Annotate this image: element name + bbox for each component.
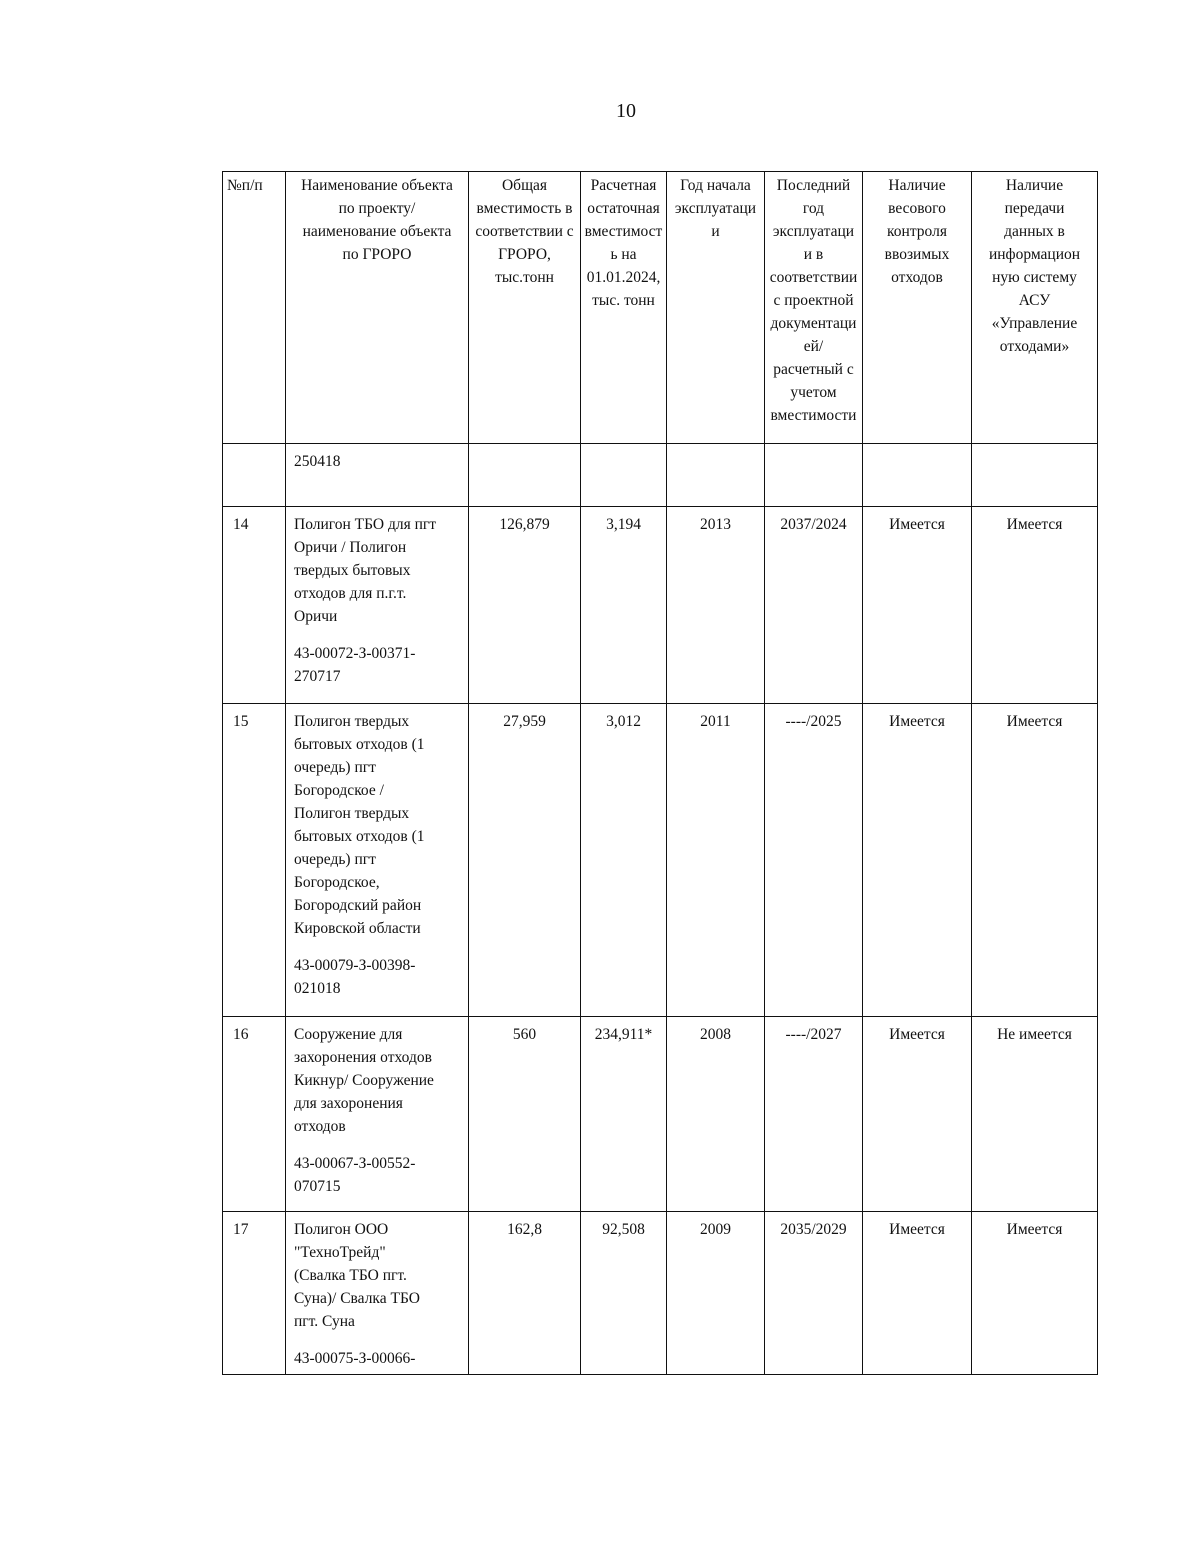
header-line: соответствии [769,269,858,286]
object-name-line: Оричи [294,608,338,625]
header-line: информацион [988,246,1081,263]
object-code-line: 270717 [294,668,341,685]
object-name-line: очередь) пгт [294,759,376,776]
header-cell-residual [581,172,667,444]
capacity-value: 27,959 [503,713,546,730]
landfill-table [222,171,1098,1375]
asu-transfer-cell [972,704,1098,1017]
start-year-value: 2008 [700,1026,731,1043]
header-line: Общая [501,177,548,194]
header-line: Последний [776,177,851,194]
last-year-value: 2037/2024 [780,516,847,533]
header-line: тыс. тонн [592,292,655,309]
header-line: №п/п [227,177,263,194]
header-line: Расчетная [590,177,657,194]
row-number: 16 [223,1017,286,1212]
table-cell [223,444,286,507]
table-row [223,1212,1098,1375]
header-line: и [711,223,720,240]
residual-value: 3,012 [606,713,641,730]
object-name-line: Оричи / Полигон [294,539,407,556]
header-cell-capacity [469,172,581,444]
table-row [223,1017,1098,1212]
start-year-value: 2009 [700,1221,731,1238]
header-line: по проекту/ [338,200,416,217]
last-year-cell [765,704,863,1017]
residual-cell [581,507,667,704]
header-line: ГРОРО, [498,246,551,263]
header-line: наименование объекта [302,223,452,240]
start-year-cell [667,704,765,1017]
asu-transfer-value: Имеется [1006,713,1063,730]
header-line: документаци [770,315,857,332]
row-number: 14 [223,507,286,704]
object-name-line: Богородское / [294,782,384,799]
object-name-cell [286,1212,469,1375]
object-name-line: Полигон ООО [294,1221,389,1238]
last-year-value: ----/2025 [785,713,842,730]
header-cell-weight-control [863,172,972,444]
table-cell [581,444,667,507]
weight-control-cell [863,1017,972,1212]
object-name-line: очередь) пгт [294,851,376,868]
capacity-cell [469,1212,581,1375]
header-line: контроля [887,223,947,240]
header-cell-asu-transfer [972,172,1098,444]
start-year-value: 2013 [700,516,731,533]
capacity-cell [469,507,581,704]
object-name-cell [286,704,469,1017]
residual-value: 92,508 [602,1221,645,1238]
object-name-line: (Свалка ТБО пгт. [294,1267,407,1284]
header-line: ввозимых [884,246,950,263]
weight-control-cell [863,704,972,1017]
object-code-line: 43-00079-З-00398- [294,957,416,974]
header-line: и в [803,246,824,263]
header-cell-number [223,172,286,444]
header-line: тыс.тонн [495,269,554,286]
object-name-line: бытовых отходов (1 [294,736,425,753]
object-name-line: Полигон твердых [294,805,410,822]
residual-value: 234,911* [594,1026,653,1043]
header-row [223,172,1098,444]
page-number: 10 [616,100,636,122]
last-year-cell [765,1017,863,1212]
header-line: вместимости [770,407,857,424]
header-line: Наличие [1005,177,1064,194]
header-line: данных в [1004,223,1065,240]
header-line: весового [888,200,946,217]
table-row [223,704,1098,1017]
object-name-line: отходов для п.г.т. [294,585,407,602]
weight-control-cell [863,1212,972,1375]
asu-transfer-cell [972,1212,1098,1375]
header-line: Год начала [680,177,751,194]
table-cell [972,444,1098,507]
object-name-line: Суна)/ Свалка ТБО [294,1290,420,1307]
weight-control-value: Имеется [889,1026,945,1043]
header-line: АСУ [1018,292,1051,309]
object-code-line: 43-00067-З-00552- [294,1155,416,1172]
object-name-line: пгт. Суна [294,1313,355,1330]
last-year-value: ----/2027 [785,1026,842,1043]
header-line: год [802,200,825,217]
continuation-row [223,444,1098,507]
header-cell-name [286,172,469,444]
start-year-cell [667,1017,765,1212]
table-cell [863,444,972,507]
object-code-line: 43-00075-З-00066- [294,1350,416,1367]
object-name-line: твердых бытовых [294,562,411,579]
header-line: Наличие [888,177,946,194]
capacity-value: 126,879 [499,516,550,533]
asu-transfer-value: Не имеется [997,1026,1072,1043]
capacity-cell [469,704,581,1017]
object-code-line: 021018 [294,980,341,997]
header-line: ей/ [803,338,824,355]
table-cell [667,444,765,507]
object-name-line: для захоронения [294,1095,403,1112]
asu-transfer-cell [972,507,1098,704]
start-year-value: 2011 [700,713,731,730]
header-line: эксплуатаци [772,223,855,240]
header-line: отходами» [999,338,1070,355]
header-line: соответствии с [475,223,574,240]
object-name-line: Богородский район [294,897,422,914]
header-line: 01.01.2024, [586,269,661,286]
header-line: по ГРОРО [342,246,412,263]
header-line: с проектной [773,292,854,309]
capacity-value: 560 [512,1026,537,1043]
residual-value: 3,194 [606,516,641,533]
header-line: Наименование объекта [301,177,453,194]
row-number: 17 [223,1212,286,1375]
header-line: учетом [790,384,837,401]
object-name-line: Богородское, [294,874,380,891]
header-cell-last-year [765,172,863,444]
object-name-cell [286,1017,469,1212]
header-line: «Управление [991,315,1078,332]
weight-control-value: Имеется [889,516,945,533]
header-line: эксплуатаци [674,200,757,217]
table-cell [469,444,581,507]
table-cell [765,444,863,507]
residual-cell [581,1212,667,1375]
object-name-line: "ТехноТрейд" [294,1244,386,1261]
asu-transfer-value: Имеется [1006,1221,1063,1238]
object-code-line: 43-00072-З-00371- [294,645,416,662]
header-line: остаточная [587,200,660,217]
residual-cell [581,1017,667,1212]
table-cell [286,444,469,507]
row-number: 15 [223,704,286,1017]
asu-transfer-cell [972,1017,1098,1212]
header-line: ную систему [992,269,1077,286]
last-year-value: 2035/2029 [780,1221,847,1238]
object-name-line: Полигон твердых [294,713,410,730]
object-name-line: захоронения отходов [294,1049,432,1066]
object-name-line: Сооружение для [294,1026,403,1043]
header-line: ь на [610,246,637,263]
header-line: вместимость в [476,200,573,217]
object-name-line: бытовых отходов (1 [294,828,425,845]
table-row [223,507,1098,704]
header-line: передачи [1004,200,1065,217]
start-year-cell [667,1212,765,1375]
last-year-cell [765,1212,863,1375]
weight-control-cell [863,507,972,704]
object-name-line: отходов [294,1118,346,1135]
capacity-value: 162,8 [507,1221,542,1238]
object-code: 250418 [294,453,341,470]
object-name-cell [286,507,469,704]
residual-cell [581,704,667,1017]
capacity-cell [469,1017,581,1212]
object-name-line: Полигон ТБО для пгт [294,516,437,533]
asu-transfer-value: Имеется [1006,516,1063,533]
header-line: вместимост [584,223,663,240]
weight-control-value: Имеется [889,713,945,730]
start-year-cell [667,507,765,704]
weight-control-value: Имеется [889,1221,945,1238]
header-cell-start-year [667,172,765,444]
last-year-cell [765,507,863,704]
object-name-line: Кикнур/ Сооружение [294,1072,434,1089]
object-code-line: 070715 [294,1178,341,1195]
header-line: расчетный с [773,361,854,378]
header-line: отходов [891,269,943,286]
object-name-line: Кировской области [294,920,421,937]
